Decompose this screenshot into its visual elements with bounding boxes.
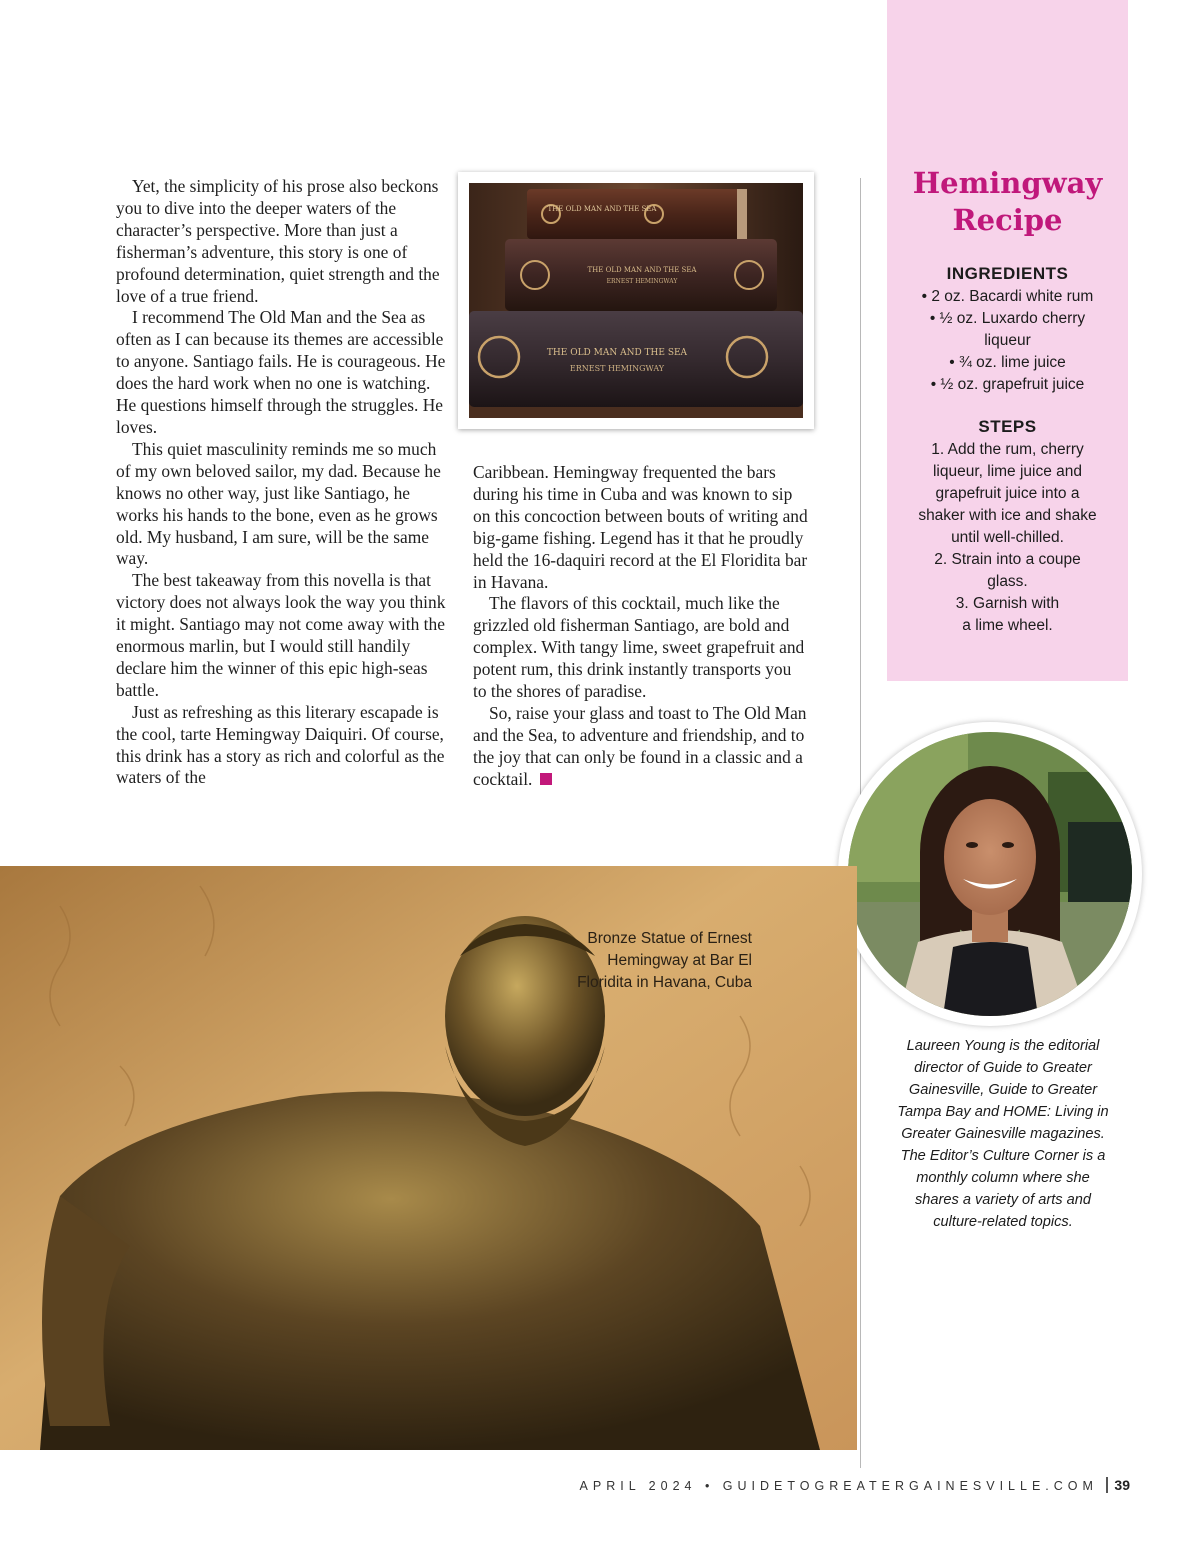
- books-photo: [469, 183, 803, 418]
- article-column-1: [116, 176, 446, 789]
- ingredients-heading: INGREDIENTS: [946, 264, 1069, 283]
- paragraph: The best takeaway from this novella is that victory does not always look the way you think it might. Santiago may not come away with the enormous marlin, but I would still handily declare him the winner of this epic high-seas battle.: [116, 570, 446, 700]
- author-portrait: [838, 722, 1142, 1026]
- page-footer: [580, 1477, 1130, 1493]
- ingredients-list: [905, 286, 1110, 396]
- book-bottom-title: THE OLD MAN AND THE SEA: [546, 348, 688, 358]
- paragraph: The flavors of this cocktail, much like the grizzled old fisherman Santiago, are bold and complex. With tangy lime, sweet grapefruit and potent rum, this drink instantly transports you to the shores of paradise.: [473, 593, 805, 702]
- step-item: 3. Garnish with a lime wheel.: [955, 595, 1060, 634]
- paragraph: This quiet masculinity reminds me so much of my own beloved sailor, my dad. Because he knows no other way, just like Santiago, he works his hands to the bone, even as he grows old. My husband, I am sure, will be the same way.: [116, 438, 441, 569]
- recipe-title: [887, 165, 1128, 239]
- recipe-title-line2: Recipe: [952, 203, 1063, 237]
- ingredient-item: • ½ oz. grapefruit juice: [930, 376, 1085, 393]
- book-mid-author: ERNEST HEMINGWAY: [606, 278, 678, 285]
- ingredient-item: • ¾ oz. lime juice: [949, 354, 1066, 371]
- recipe-sidebar: [887, 0, 1128, 681]
- recipe-title-line1: Hemingway: [912, 166, 1103, 200]
- ingredient-item: • 2 oz. Bacardi white rum: [921, 288, 1094, 305]
- steps-list: [905, 439, 1110, 637]
- footer-issue: APRIL 2024 • GUIDETOGREATERGAINESVILLE.COM: [579, 1479, 1098, 1493]
- book-bottom-author: ERNEST HEMINGWAY: [569, 364, 665, 373]
- book-mid-title: THE OLD MAN AND THE SEA: [587, 266, 697, 274]
- ingredient-item: • ½ oz. Luxardo cherry liqueur: [929, 310, 1086, 349]
- paragraph-text: So, raise your glass and toast to The Old Man and the Sea, to adventure and friendship, and to the joy that can only be found in a classic and a cocktail.: [473, 702, 807, 789]
- paragraph: Just as refreshing as this literary escapade is the cool, tarte Hemingway Daiquiri. Of course, this drink has a story as rich and colorful as the waters of the: [116, 701, 445, 788]
- step-item: 1. Add the rum, cherry liqueur, lime juice and grapefruit juice into a shaker with ice and shake until well-chilled.: [918, 441, 1097, 546]
- paragraph: [473, 703, 808, 791]
- footer-divider: [1106, 1477, 1108, 1493]
- books-photo-frame: [458, 172, 814, 429]
- paragraph: Caribbean. Hemingway frequented the bars during his time in Cuba and was known to sip on this concoction between bouts of writing and big-game fishing. Legend has it that he proudly held the 16-daquiri record at the El Floridita bar in Havana.: [473, 462, 808, 592]
- paragraph: Yet, the simplicity of his prose also beckons you to dive into the deeper waters of the character’s perspective. More than just a fisherman’s adventure, this story is one of profound determination, quiet strength and the love of a true friend.: [116, 176, 440, 306]
- statue-caption: Bronze Statue of Ernest Hemingway at Bar El Floridita in Havana, Cuba: [577, 930, 752, 991]
- end-mark: [540, 773, 552, 785]
- page-number: 39: [1114, 1477, 1130, 1493]
- article-column-2: [473, 462, 808, 791]
- book-top-title: THE OLD MAN AND THE SEA: [547, 205, 657, 213]
- steps-heading: STEPS: [978, 417, 1037, 436]
- paragraph: I recommend The Old Man and the Sea as often as I can because its themes are accessible to anyone. Santiago fails. He is courageous. He does the hard work when no one is watching. He questions himself through the struggles. He loves.: [116, 307, 446, 437]
- books-illustration: [469, 183, 803, 418]
- author-bio: Laureen Young is the editorial director of Guide to Greater Gainesville, Guide to Greater Tampa Bay and HOME: Living in Greater Gainesville magazines. The Editor’s Culture Corner is a monthly column where she shares a variety of arts and culture-related topics.: [897, 1038, 1109, 1230]
- author-photo: [848, 732, 1132, 1016]
- step-item: 2. Strain into a coupe glass.: [934, 551, 1081, 590]
